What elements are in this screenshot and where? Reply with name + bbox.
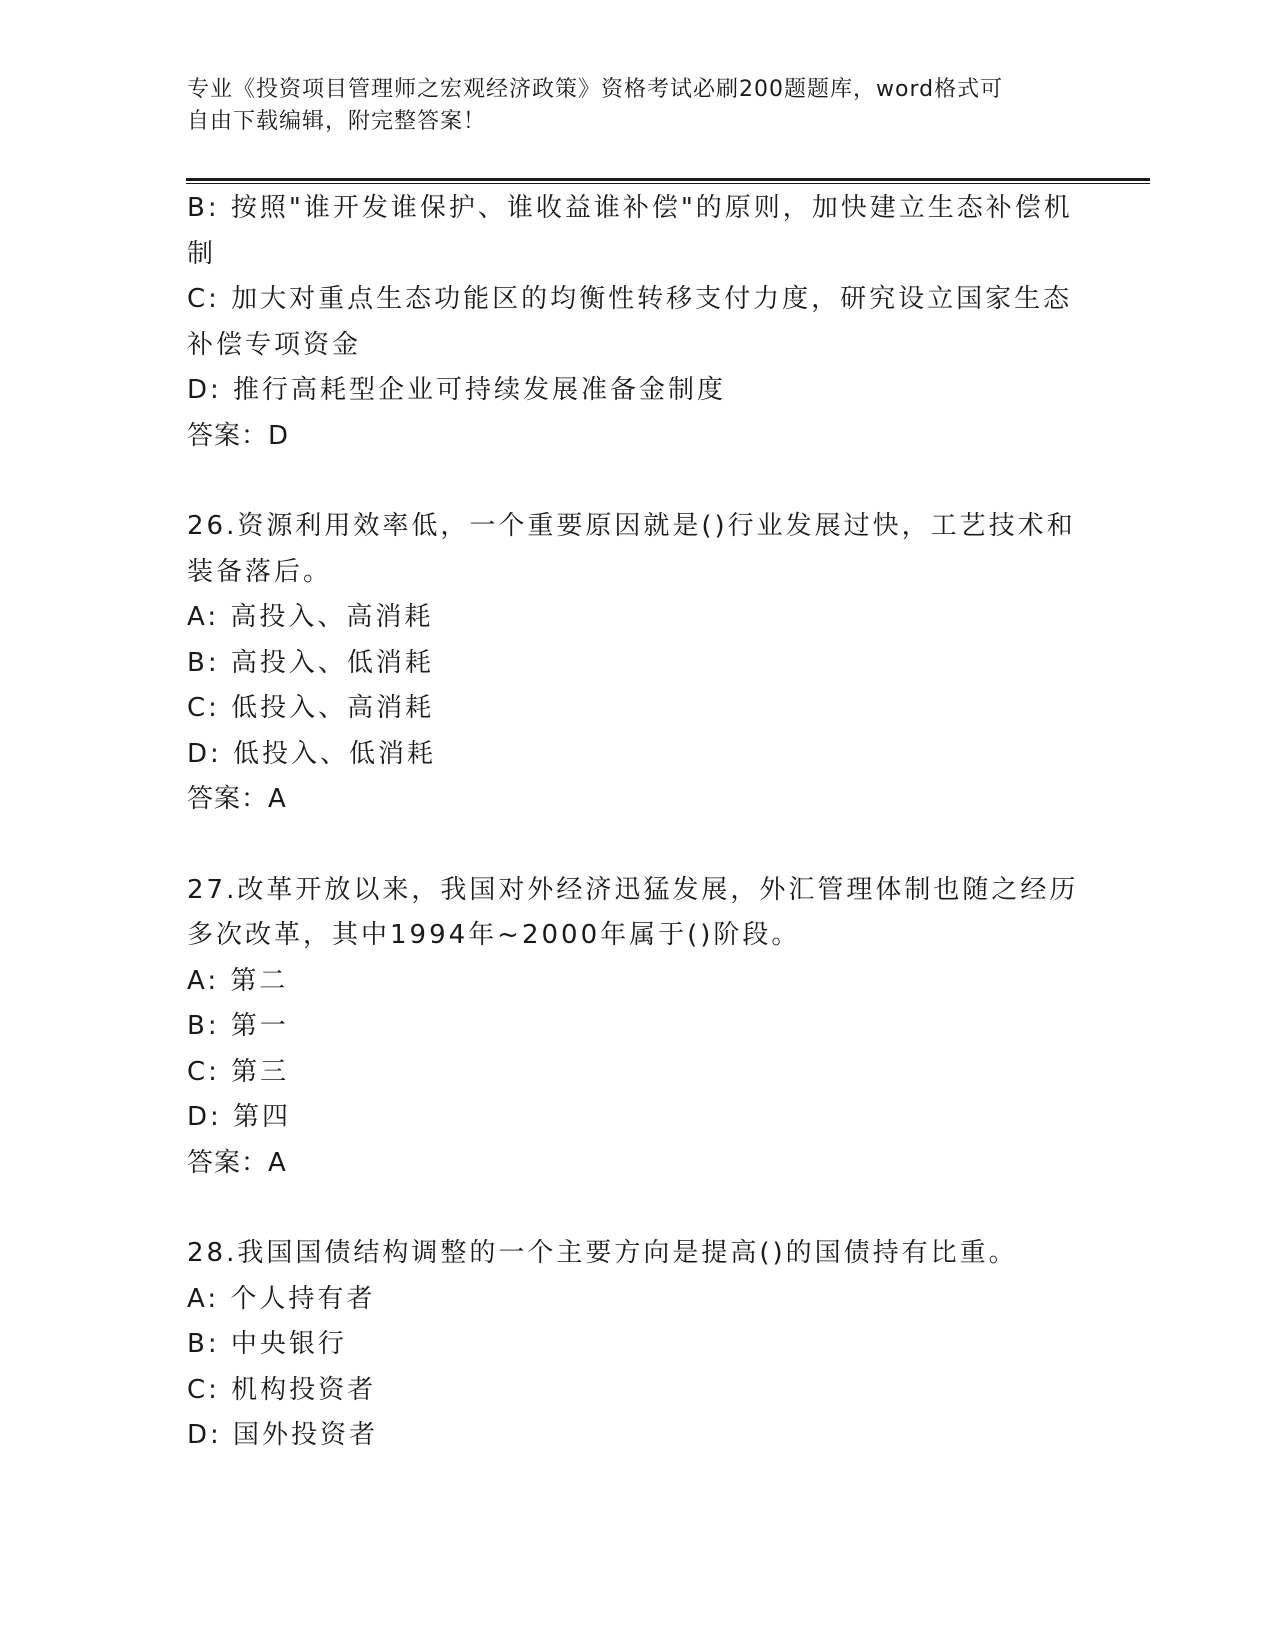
spacer <box>187 823 1087 868</box>
q27-option-a: A: 第二 <box>187 965 289 996</box>
q26-answer: 答案：A <box>187 784 287 814</box>
q26-option-c: C: 低投入、高消耗 <box>187 693 435 723</box>
question-content <box>187 186 1087 1459</box>
q26-option-a: A: 高投入、高消耗 <box>187 602 434 632</box>
question-25 <box>187 186 1087 459</box>
q27-option-c: C: 第三 <box>187 1056 290 1087</box>
q26-stem-line-1: 26.资源利用效率低，一个重要原因就是()行业发展过快，工艺技术和 <box>187 511 1076 541</box>
q26-option-d: D: 低投入、低消耗 <box>187 738 437 769</box>
q25-option-c-line-2: 补偿专项资金 <box>187 329 362 360</box>
q25-option-b-line-1: B: 按照"谁开发谁保护、谁收益谁补偿"的原则，加快建立生态补偿机 <box>187 193 1073 223</box>
q27-option-d: D: 第四 <box>187 1102 292 1132</box>
q27-stem-line-1: 27.改革开放以来，我国对外经济迅猛发展，外汇管理体制也随之经历 <box>187 874 1079 905</box>
spacer <box>187 1186 1087 1231</box>
question-26 <box>187 504 1087 823</box>
q25-option-c-line-1: C: 加大对重点生态功能区的均衡性转移支付力度，研究设立国家生态 <box>187 284 1073 314</box>
q27-answer: 答案：A <box>187 1147 287 1178</box>
q28-option-c: C: 机构投资者 <box>187 1374 377 1405</box>
q25-option-b-line-2: 制 <box>187 238 217 269</box>
q28-option-a: A: 个人持有者 <box>187 1283 376 1314</box>
q28-stem-line-1: 28.我国国债结构调整的一个主要方向是提高()的国债持有比重。 <box>187 1238 1018 1268</box>
header-line-2: 自由下载编辑，附完整答案！ <box>187 109 487 134</box>
q27-option-b: B: 第一 <box>187 1011 289 1041</box>
question-28 <box>187 1231 1087 1459</box>
spacer <box>187 459 1087 504</box>
q26-stem-line-2: 装备落后。 <box>187 556 333 587</box>
header-rule-thin <box>186 183 1150 184</box>
q25-option-d: D: 推行高耗型企业可持续发展准备金制度 <box>187 375 727 405</box>
question-27 <box>187 868 1087 1187</box>
q27-stem-line-2: 多次改革，其中1994年~2000年属于()阶段。 <box>187 920 801 950</box>
q26-option-b: B: 高投入、低消耗 <box>187 647 434 678</box>
header-line-1: 专业《投资项目管理师之宏观经济政策》资格考试必刷200题题库，word格式可 <box>187 77 1004 102</box>
q28-option-b: B: 中央银行 <box>187 1329 347 1359</box>
header-rule-thick <box>186 178 1150 181</box>
q28-option-d: D: 国外投资者 <box>187 1420 379 1450</box>
q25-answer: 答案：D <box>187 420 290 451</box>
document-header <box>187 74 1067 138</box>
